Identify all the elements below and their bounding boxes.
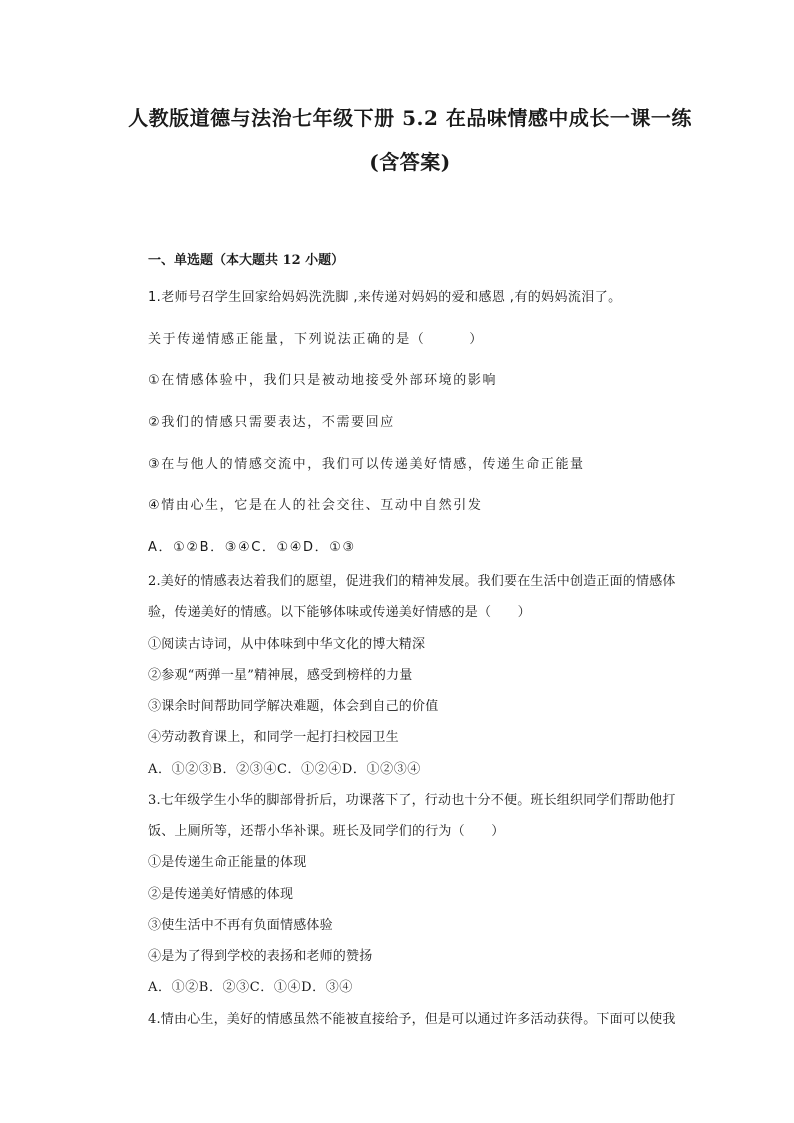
question-2-stem: 2.美好的情感表达着我们的愿望，促进我们的精神发展。我们要在生活中创造正面的情感体 <box>148 574 676 589</box>
question-2-item-3: ③课余时间帮助同学解决难题，体会到自己的价值 <box>148 699 439 714</box>
section-heading: 一、单选题（本大题共 12 小题） <box>148 253 345 268</box>
document-title: 人教版道德与法治七年级下册 5.2 在品味情感中成长一课一练 <box>128 106 692 130</box>
question-2-item-2: ②参观“两弹一星”精神展，感受到榜样的力量 <box>148 668 413 683</box>
question-1-stem: 1.老师号召学生回家给妈妈洗洗脚 ,来传递对妈妈的爱和感恩 ,有的妈妈流泪了。 <box>148 290 622 305</box>
question-2-stem-cont: 验，传递美好的情感。以下能够体味或传递美好情感的是（ ） <box>148 605 531 620</box>
question-3-item-4: ④是为了得到学校的表扬和老师的赞扬 <box>148 949 373 964</box>
question-1-stem-cont: 关于传递情感正能量，下列说法正确的是（ ） <box>148 332 484 347</box>
question-2-item-1: ①阅读古诗词，从中体味到中华文化的博大精深 <box>148 637 426 652</box>
question-3-item-1: ①是传递生命正能量的体现 <box>148 855 307 870</box>
question-1-options: A．①②B．③④C．①④D．①③ <box>148 540 356 555</box>
question-3-stem: 3.七年级学生小华的脚部骨折后，功课落下了，行动也十分不便。班长组织同学们帮助他打 <box>148 793 676 808</box>
question-1-item-4: ④情由心生，它是在人的社会交往、互动中自然引发 <box>148 498 483 513</box>
question-3-stem-cont: 饭、上厕所等，还帮小华补课。班长及同学们的行为（ ） <box>148 824 505 839</box>
question-4-stem: 4.情由心生，美好的情感虽然不能被直接给予，但是可以通过许多活动获得。下面可以使我 <box>148 1012 676 1027</box>
question-3-item-3: ③使生活中不再有负面情感体验 <box>148 918 333 933</box>
document-title-suffix: (含答案) <box>369 150 451 174</box>
question-1-item-1: ①在情感体验中，我们只是被动地接受外部环境的影响 <box>148 373 498 388</box>
question-1-item-2: ②我们的情感只需要表达，不需要回应 <box>148 415 395 430</box>
question-3-item-2: ②是传递美好情感的体现 <box>148 887 294 902</box>
question-3-options: A．①②B．②③C．①④D．③④ <box>148 980 353 995</box>
question-1-item-3: ③在与他人的情感交流中，我们可以传递美好情感，传递生命正能量 <box>148 457 585 472</box>
question-2-item-4: ④劳动教育课上，和同学一起打扫校园卫生 <box>148 730 399 745</box>
question-2-options: A．①②③B．②③④C．①②④D．①②③④ <box>148 762 421 777</box>
